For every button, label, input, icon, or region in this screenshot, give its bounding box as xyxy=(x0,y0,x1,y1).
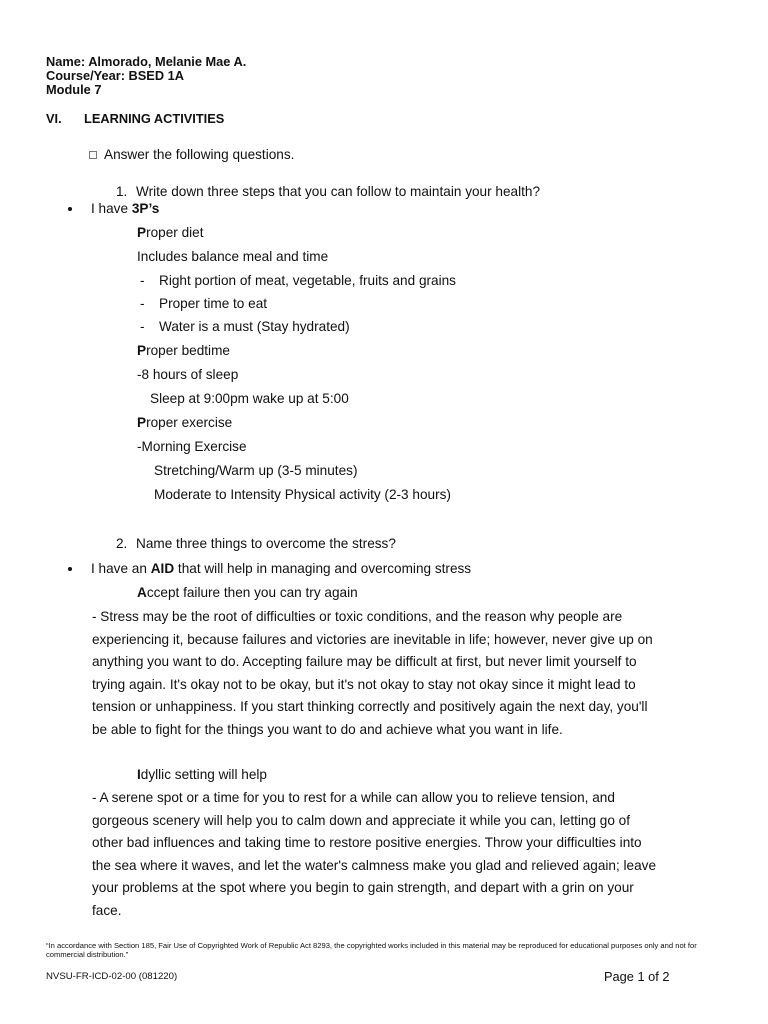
q1-bullet-bold: 3P’s xyxy=(131,201,160,216)
dash-marker: - xyxy=(140,319,145,334)
section-title: LEARNING ACTIVITIES xyxy=(84,111,225,126)
heading-rest: roper bedtime xyxy=(146,343,230,358)
paragraph-line: trying again. It's okay not to be okay, but it's not okay to stay not okay since it might lead to xyxy=(92,676,636,692)
idyllic-setting-heading xyxy=(137,767,267,783)
instruction-text: Answer the following questions. xyxy=(104,147,295,162)
paragraph-line: be able to fight for the things you want to do and achieve what you want in life. xyxy=(92,722,563,737)
paragraph-line: experiencing it, because failures and victories are inevitable in life; however, never give up on xyxy=(92,631,653,647)
heading-rest: roper diet xyxy=(146,225,204,240)
paragraph-line: - A serene spot or a time for you to rest for a while can allow you to relieve tension, and xyxy=(92,790,615,805)
proper-diet-description: Includes balance meal and time xyxy=(137,249,329,264)
paragraph-line: anything you want to do. Accepting failure may be difficult at first, but never limit yourself to xyxy=(92,654,637,670)
initial-letter: P xyxy=(137,225,147,240)
paragraph-line: other bad influences and taking time to restore positive energies. Throw your difficulties into xyxy=(92,835,642,851)
bedtime-description: -8 hours of sleep xyxy=(137,367,239,382)
proper-bedtime-heading xyxy=(137,343,230,359)
q2-number: 2. xyxy=(116,536,128,551)
checkbox-icon xyxy=(89,151,97,159)
document-code: NVSU-FR-ICD-02-00 (081220) xyxy=(46,971,178,982)
diet-item: Right portion of meat, vegetable, fruits and grains xyxy=(159,273,456,288)
heading-rest: dyllic setting will help xyxy=(140,767,267,782)
q1-bullet-prefix: I have xyxy=(91,201,132,216)
initial-letter: P xyxy=(137,415,147,430)
q1-number: 1. xyxy=(116,184,128,199)
q2-bullet-bold: AID xyxy=(150,561,175,576)
q2-bullet-prefix: I have an xyxy=(91,561,151,576)
course-year: Course/Year: BSED 1A xyxy=(46,68,184,83)
q2-bullet xyxy=(91,561,471,577)
heading-rest: roper exercise xyxy=(146,415,233,430)
dash-marker: - xyxy=(140,296,145,311)
initial-letter: P xyxy=(137,343,147,358)
paragraph-line: tension or unhappiness. If you start thinking correctly and positively again the next day, you'll xyxy=(92,699,648,715)
heading-rest: ccept failure then you can try again xyxy=(146,585,358,600)
initial-letter: I xyxy=(137,767,141,782)
q2-question: Name three things to overcome the stress? xyxy=(136,536,396,551)
initial-letter: A xyxy=(137,585,147,600)
copyright-notice: “In accordance with Section 185, Fair Use of Copyrighted Work of Republic Act 8293, the copyrighted works included in this material may be reproduced for educational purposes only and not for commercial distribution.” xyxy=(46,941,697,959)
bedtime-detail: Sleep at 9:00pm wake up at 5:00 xyxy=(150,391,349,406)
proper-exercise-heading xyxy=(137,415,232,431)
q2-bullet-suffix: that will help in managing and overcoming stress xyxy=(174,561,472,576)
paragraph-line: - Stress may be the root of difficulties or toxic conditions, and the reason why people are xyxy=(92,609,623,624)
diet-item: Water is a must (Stay hydrated) xyxy=(159,319,350,334)
paragraph-line: the sea where it waves, and let the water's calmness make you glad and relieved again; leave xyxy=(92,857,657,873)
diet-item: Proper time to eat xyxy=(159,296,268,311)
student-name: Name: Almorado, Melanie Mae A. xyxy=(46,54,247,69)
paragraph-line: face. xyxy=(92,903,122,918)
dash-marker: - xyxy=(140,273,145,288)
accept-failure-heading xyxy=(137,585,358,601)
q1-bullet xyxy=(91,201,159,217)
bullet-icon xyxy=(68,567,72,571)
page-number: Page 1 of 2 xyxy=(604,969,670,984)
exercise-item: Moderate to Intensity Physical activity (2-3 hours) xyxy=(154,487,451,502)
paragraph-line: gorgeous scenery will help you to calm down and appreciate it while you can, letting go of xyxy=(92,812,631,828)
q1-question: Write down three steps that you can follow to maintain your health? xyxy=(136,184,541,199)
exercise-item: Stretching/Warm up (3-5 minutes) xyxy=(154,463,358,478)
exercise-description: -Morning Exercise xyxy=(137,439,247,454)
bullet-icon xyxy=(68,207,72,211)
section-number: VI. xyxy=(46,111,62,126)
paragraph-line: your problems at the spot where you begin to gain strength, and depart with a grin on your xyxy=(92,880,634,896)
proper-diet-heading xyxy=(137,225,204,241)
module-label: Module 7 xyxy=(46,82,102,97)
